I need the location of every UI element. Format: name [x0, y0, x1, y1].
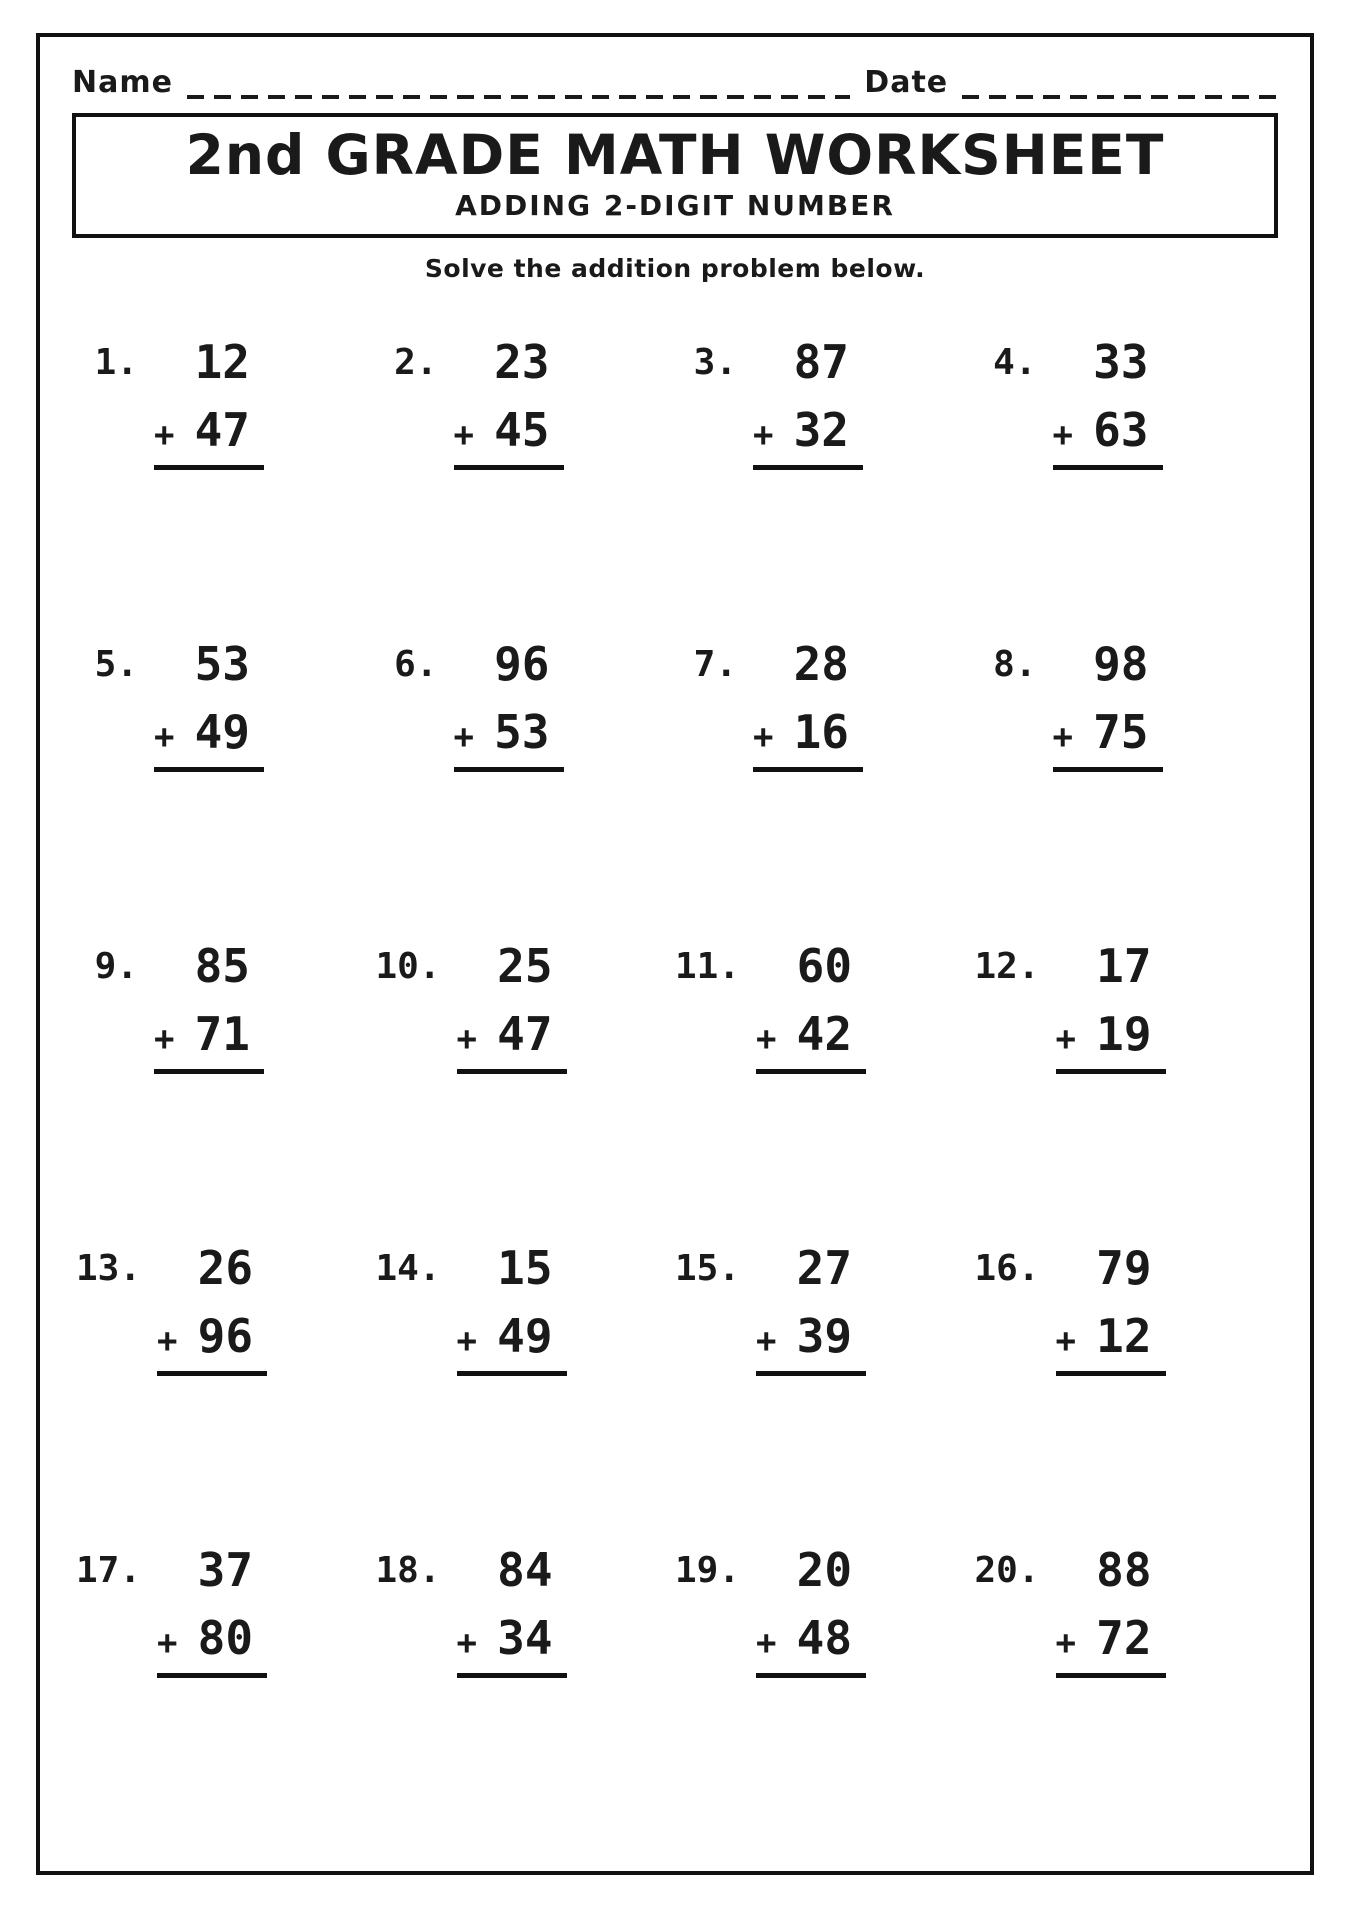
problem-item [975, 636, 1275, 943]
title-box [72, 113, 1278, 238]
plus-operator: + [456, 1320, 478, 1361]
top-addend: 12 [194, 334, 250, 389]
problem-item [376, 334, 676, 641]
problem-item [974, 1542, 1275, 1849]
bottom-addend: 72 [1096, 1610, 1152, 1665]
problem-number: 17. [76, 1549, 142, 1591]
problem-number: 12. [974, 945, 1040, 987]
problem-item [974, 938, 1275, 1245]
bottom-addend: 96 [197, 1308, 254, 1363]
problem-item [375, 1542, 676, 1849]
problem-work-area [154, 636, 264, 892]
plus-operator: + [1055, 1018, 1077, 1059]
problem-number: 16. [974, 1247, 1040, 1289]
problem-number: 2. [394, 341, 438, 383]
top-addend: 37 [197, 1542, 254, 1597]
problem-item [675, 636, 975, 943]
bottom-addend-row [456, 1006, 567, 1061]
top-addend: 84 [497, 1542, 553, 1597]
problem-work-area [154, 938, 264, 1194]
problem-item [675, 1240, 975, 1547]
bottom-addend-row [157, 1610, 267, 1665]
problem-work-area [453, 334, 564, 590]
plus-operator: + [154, 1018, 175, 1059]
bottom-addend: 16 [793, 704, 849, 759]
name-date-row [72, 57, 1278, 99]
problems-grid [72, 334, 1278, 1849]
bottom-addend: 75 [1093, 704, 1149, 759]
answer-space[interactable] [1056, 1074, 1166, 1194]
problem-item [76, 938, 376, 1245]
bottom-addend-row [753, 402, 863, 457]
answer-space[interactable] [753, 772, 863, 892]
problem-work-area [456, 938, 567, 1194]
bottom-addend-row [756, 1006, 866, 1061]
bottom-addend: 49 [194, 704, 250, 759]
answer-space[interactable] [1056, 1678, 1166, 1798]
date-label: Date [864, 65, 949, 100]
problem-work-area [753, 636, 863, 892]
problem-work-area [756, 1542, 866, 1798]
plus-operator: + [453, 414, 474, 455]
bottom-addend-row [157, 1308, 267, 1363]
plus-operator: + [456, 1622, 478, 1663]
name-label: Name [72, 65, 173, 100]
bottom-addend-row [1055, 1006, 1166, 1061]
problem-work-area [157, 1240, 267, 1496]
answer-space[interactable] [1056, 1376, 1166, 1496]
problem-work-area [157, 1542, 267, 1798]
top-addend: 79 [1096, 1240, 1152, 1295]
problem-item [975, 334, 1275, 641]
top-addend: 98 [1093, 636, 1149, 691]
top-addend: 27 [796, 1240, 853, 1295]
problem-item [76, 1240, 376, 1547]
bottom-addend: 12 [1096, 1308, 1152, 1363]
bottom-addend: 45 [494, 402, 550, 457]
plus-operator: + [157, 1622, 178, 1663]
bottom-addend: 53 [494, 704, 550, 759]
answer-space[interactable] [457, 1074, 567, 1194]
answer-space[interactable] [457, 1376, 567, 1496]
plus-operator: + [756, 1320, 777, 1361]
top-addend: 25 [497, 938, 553, 993]
bottom-addend: 63 [1093, 402, 1149, 457]
bottom-addend-row [1052, 704, 1163, 759]
top-addend: 53 [194, 636, 250, 691]
problem-number: 1. [94, 341, 138, 383]
bottom-addend-row [756, 1610, 866, 1665]
bottom-addend: 47 [194, 402, 250, 457]
plus-operator: + [157, 1320, 178, 1361]
problem-number: 13. [76, 1247, 142, 1289]
top-addend: 26 [197, 1240, 254, 1295]
problem-number: 3. [693, 341, 737, 383]
plus-operator: + [753, 414, 774, 455]
bottom-addend: 19 [1096, 1006, 1152, 1061]
top-addend: 33 [1093, 334, 1149, 389]
problem-work-area [1052, 334, 1163, 590]
top-addend: 15 [497, 1240, 553, 1295]
bottom-addend-row [154, 402, 264, 457]
problem-work-area [756, 938, 866, 1194]
answer-space[interactable] [756, 1074, 866, 1194]
bottom-addend: 49 [497, 1308, 553, 1363]
worksheet-title: 2nd GRADE MATH WORKSHEET [185, 123, 1165, 187]
problem-number: 18. [375, 1549, 441, 1591]
date-fill-line[interactable] [962, 69, 1278, 99]
plus-operator: + [1055, 1320, 1077, 1361]
answer-space[interactable] [157, 1376, 267, 1496]
plus-operator: + [756, 1018, 777, 1059]
problem-number: 14. [375, 1247, 441, 1289]
answer-space[interactable] [154, 772, 264, 892]
problem-work-area [453, 636, 564, 892]
plus-operator: + [456, 1018, 478, 1059]
bottom-addend-row [1052, 402, 1163, 457]
plus-operator: + [753, 716, 774, 757]
top-addend: 28 [793, 636, 849, 691]
problem-number: 6. [394, 643, 438, 685]
bottom-addend: 80 [197, 1610, 254, 1665]
plus-operator: + [1052, 414, 1073, 455]
plus-operator: + [154, 716, 175, 757]
worksheet-outer-border [36, 33, 1314, 1875]
problem-work-area [154, 334, 264, 590]
problem-work-area [1052, 636, 1163, 892]
top-addend: 17 [1096, 938, 1152, 993]
top-addend: 87 [793, 334, 849, 389]
problem-work-area [1055, 938, 1166, 1194]
answer-space[interactable] [1053, 470, 1163, 590]
bottom-addend: 71 [194, 1006, 250, 1061]
top-addend: 23 [494, 334, 550, 389]
bottom-addend: 47 [497, 1006, 553, 1061]
answer-space[interactable] [454, 470, 564, 590]
answer-space[interactable] [753, 470, 863, 590]
answer-space[interactable] [756, 1376, 866, 1496]
top-addend: 88 [1096, 1542, 1152, 1597]
problem-work-area [456, 1240, 567, 1496]
plus-operator: + [1052, 716, 1073, 757]
problem-item [675, 938, 975, 1245]
top-addend: 85 [194, 938, 250, 993]
bottom-addend-row [154, 704, 264, 759]
bottom-addend-row [456, 1308, 567, 1363]
bottom-addend-row [154, 1006, 264, 1061]
problem-number: 8. [993, 643, 1037, 685]
problem-item [375, 1240, 676, 1547]
plus-operator: + [1055, 1622, 1077, 1663]
answer-space[interactable] [457, 1678, 567, 1798]
problem-item [76, 1542, 376, 1849]
problem-item [675, 334, 975, 641]
instruction-text: Solve the addition problem below. [424, 253, 926, 283]
bottom-addend: 39 [796, 1308, 853, 1363]
problem-number: 9. [94, 945, 138, 987]
top-addend: 60 [796, 938, 853, 993]
plus-operator: + [453, 716, 474, 757]
answer-space[interactable] [154, 1074, 264, 1194]
answer-space[interactable] [1053, 772, 1163, 892]
bottom-addend-row [756, 1308, 866, 1363]
problem-item [76, 334, 376, 641]
problem-work-area [1055, 1542, 1166, 1798]
problem-number: 10. [375, 945, 441, 987]
problem-item [376, 636, 676, 943]
problem-number: 4. [993, 341, 1037, 383]
plus-operator: + [154, 414, 175, 455]
problem-number: 11. [675, 945, 741, 987]
problem-work-area [753, 334, 863, 590]
top-addend: 96 [494, 636, 550, 691]
problem-item [974, 1240, 1275, 1547]
problem-number: 19. [675, 1549, 741, 1591]
bottom-addend-row [453, 704, 564, 759]
top-addend: 20 [796, 1542, 853, 1597]
worksheet-subtitle: ADDING 2-DIGIT NUMBER [455, 188, 895, 222]
bottom-addend-row [1055, 1610, 1166, 1665]
problem-number: 5. [94, 643, 138, 685]
problem-item [675, 1542, 975, 1849]
problem-number: 15. [675, 1247, 741, 1289]
bottom-addend-row [1055, 1308, 1166, 1363]
answer-space[interactable] [154, 470, 264, 590]
answer-space[interactable] [454, 772, 564, 892]
bottom-addend: 32 [793, 402, 849, 457]
bottom-addend: 48 [796, 1610, 853, 1665]
problem-number: 20. [974, 1549, 1040, 1591]
problem-work-area [756, 1240, 866, 1496]
answer-space[interactable] [756, 1678, 866, 1798]
bottom-addend-row [453, 402, 564, 457]
answer-space[interactable] [157, 1678, 267, 1798]
plus-operator: + [756, 1622, 777, 1663]
problem-work-area [1055, 1240, 1166, 1496]
problem-item [375, 938, 676, 1245]
bottom-addend-row [753, 704, 863, 759]
bottom-addend-row [456, 1610, 567, 1665]
bottom-addend: 42 [796, 1006, 853, 1061]
problem-item [76, 636, 376, 943]
bottom-addend: 34 [497, 1610, 553, 1665]
name-fill-line[interactable] [187, 69, 850, 99]
problem-number: 7. [693, 643, 737, 685]
problem-work-area [456, 1542, 567, 1798]
